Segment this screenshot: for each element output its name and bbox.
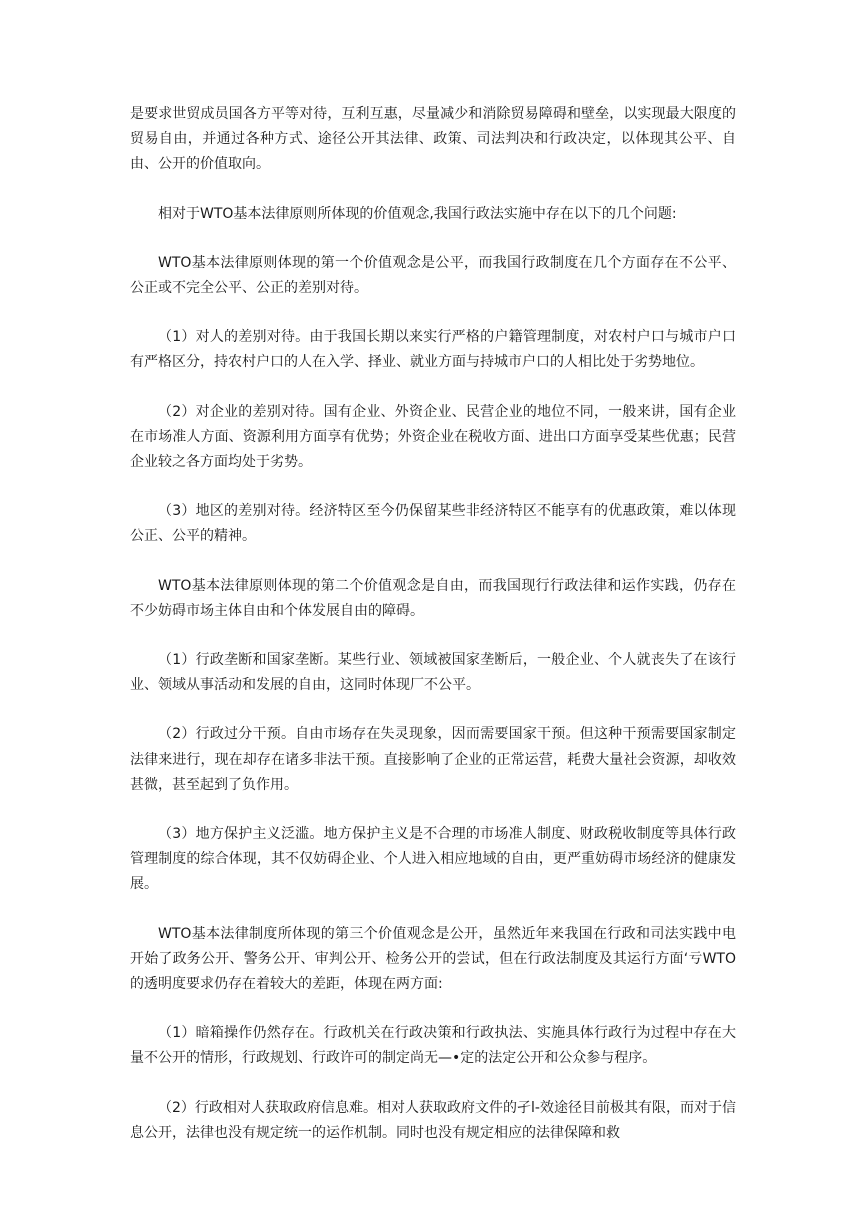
paragraph-9: （2）行政过分干预。自由市场存在失灵现象，因而需要国家干预。但这种干预需要国家制定法律来进行，现在却存在诸多非法干预。直接影响了企业的正常运营，耗费大量社会资源，却收效甚微，甚至起到了负作用。 [130, 726, 736, 793]
paragraph-1: 是要求世贸成员国各方平等对待，互利互惠，尽量减少和消除贸易障碍和壁垒，以实现最大限度的贸易自由，并通过各种方式、途径公开其法律、政策、司法判决和行政决定，以体现其公平、自由、公开的价值取向。 [130, 106, 736, 173]
paragraph-4: （1）对人的差别对待。由于我国长期以来实行严格的户籍管理制度，对农村户口与城市户口有严格区分，持农村户口的人在入学、择业、就业方面与持城市户口的人相比处于劣势地位。 [130, 329, 736, 371]
paragraph-2: 相对于WTO基本法律原则所体现的价值观念,我国行政法实施中存在以下的几个问题: [158, 205, 677, 222]
paragraph-12: （1）暗箱操作仍然存在。行政机关在行政决策和行政执法、实施具体行政行为过程中存在大量不公开的情形，行政规划、行政许可的制定尚无—•定的法定公开和公众参与程序。 [130, 1025, 736, 1067]
paragraph-13: （2）行政相对人获取政府信息难。相对人获取政府文件的孑l-效途径目前极其有限，而对于信息公开，法律也没有规定统一的运作机制。同时也没有规定相应的法律保障和救 [130, 1099, 736, 1141]
paragraph-8: （1）行政垄断和国家垄断。某些行业、领域被国家垄断后，一般企业、个人就丧失了在该行业、领域从事活动和发展的自由，这同时体现厂不公平。 [130, 652, 736, 694]
paragraph-10: （3）地方保护主义泛滥。地方保护主义是不合理的市场准人制度、财政税收制度等具体行政管理制度的综合体现，其不仅妨碍企业、个人进入相应地域的自由，更严重妨碍市场经济的健康发展。 [130, 826, 736, 893]
paragraph-7: WTO基本法律原则体现的第二个价值观念是自由，而我国现行行政法律和运作实践，仍存在不少妨碍市场主体自由和个体发展自由的障碍。 [130, 577, 736, 619]
paragraph-11: WTO基本法律制度所体现的第三个价值观念是公开，虽然近年来我国在行政和司法实践中电开始了政务公开、警务公开、审判公开、检务公开的尝试，但在行政法制度及其运行方面‘亏WTO的透明度要求仍存在着较大的差距，体现在两方面: [130, 925, 736, 993]
paragraph-6: （3）地区的差别对待。经济特区至今仍保留某些非经济特区不能享有的优惠政策，难以体现公正、公平的精神。 [130, 503, 736, 545]
paragraph-3: WTO基本法律原则体现的第一个价值观念是公平，而我国行政制度在几个方面存在不公平、公正或不完全公平、公正的差别对待。 [130, 254, 736, 297]
document-body [130, 102, 736, 1170]
paragraph-5: （2）对企业的差别对待。国有企业、外资企业、民营企业的地位不同，一般来讲，国有企业在市场准人方面、资源利用方面享有优势；外资企业在税收方面、进出口方面享受某些优惠；民营企业较之各方面均处于劣势。 [130, 403, 736, 471]
